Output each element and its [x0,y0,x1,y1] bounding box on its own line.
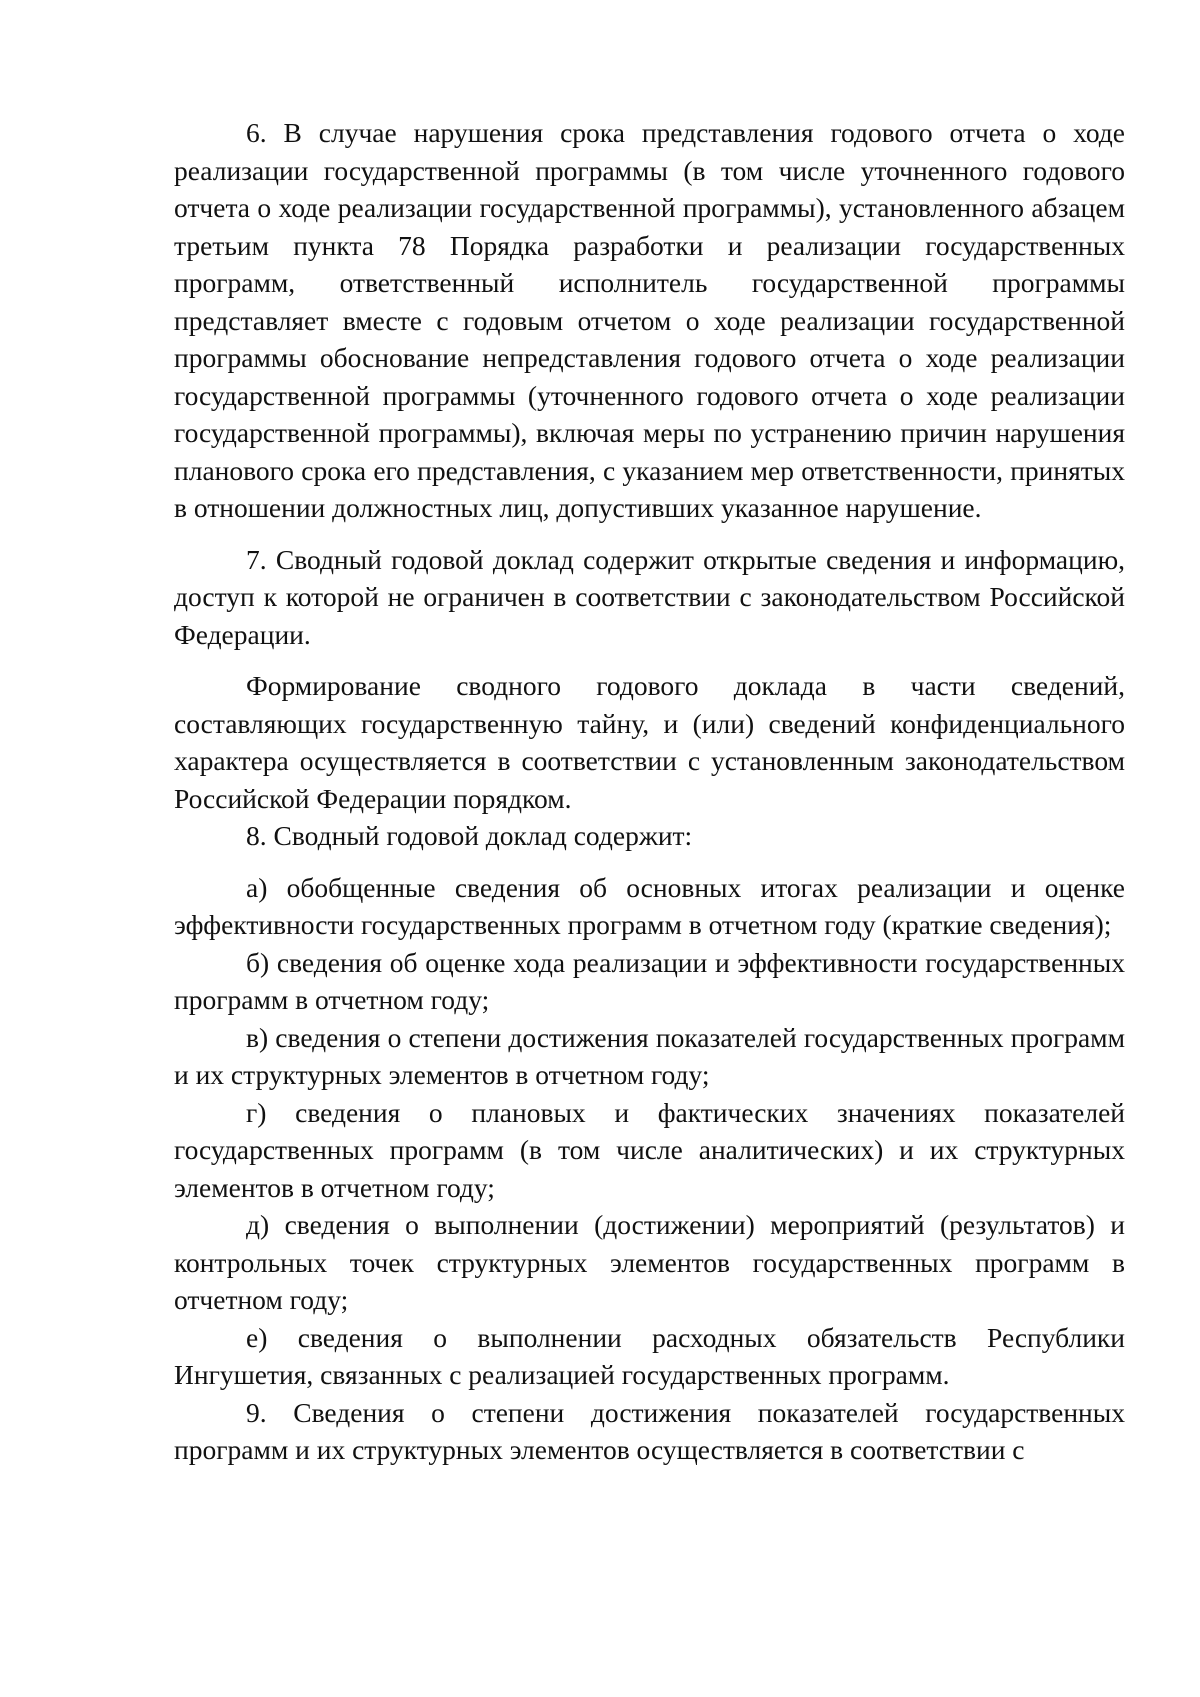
document-page [174,114,1125,1469]
list-item-g: г) сведения о плановых и фактических значениях показателей государственных программ (в том числе аналитических) и их структурных элементов в отчетном году; [174,1096,1125,1203]
paragraph-6: 6. В случае нарушения срока представления годового отчета о ходе реализации государственной программы (в том числе уточненного годового отчета о ходе реализации государственной программы), установленного абзацем третьим пункта 78 Порядка разработки и реализации государственных программ, ответственный исполнитель государственной программы представляет вместе с годовым отчетом о ходе реализации государственной программы обоснование непредставления годового отчета о ходе реализации государственной программы (уточненного годового отчета о ходе реализации государственной программы), включая меры по устранению причин нарушения планового срока его представления, с указанием мер ответственности, принятых в отношении должностных лиц, допустивших указанное нарушение. [174,117,1125,523]
list-item-b: б) сведения об оценке хода реализации и эффективности государственных программ в отчетном году; [174,946,1125,1015]
list-item-a: а) обобщенные сведения об основных итогах реализации и оценке эффективности государственных программ в отчетном году (краткие сведения); [174,871,1125,940]
list-item-v: в) сведения о степени достижения показателей государственных программ и их структурных элементов в отчетном году; [174,1021,1125,1090]
paragraph-9: 9. Сведения о степени достижения показателей государственных программ и их структурных элементов осуществляется в соответствии с [174,1396,1125,1465]
list-item-e: е) сведения о выполнении расходных обязательств Республики Ингушетия, связанных с реализацией государственных программ. [174,1321,1125,1390]
paragraph-8: 8. Сводный годовой доклад содержит: [246,820,693,851]
paragraph-7-classified: Формирование сводного годового доклада в части сведений, составляющих государственную тайну, и (или) сведений конфиденциального характера осуществляется в соответствии с установленным законодательством Российской Федерации порядком. [174,670,1125,814]
paragraph-7: 7. Сводный годовой доклад содержит открытые сведения и информацию, доступ к которой не ограничен в соответствии с законодательством Российской Федерации. [174,543,1125,650]
list-item-d: д) сведения о выполнении (достижении) мероприятий (результатов) и контрольных точек структурных элементов государственных программ в отчетном году; [174,1209,1125,1315]
